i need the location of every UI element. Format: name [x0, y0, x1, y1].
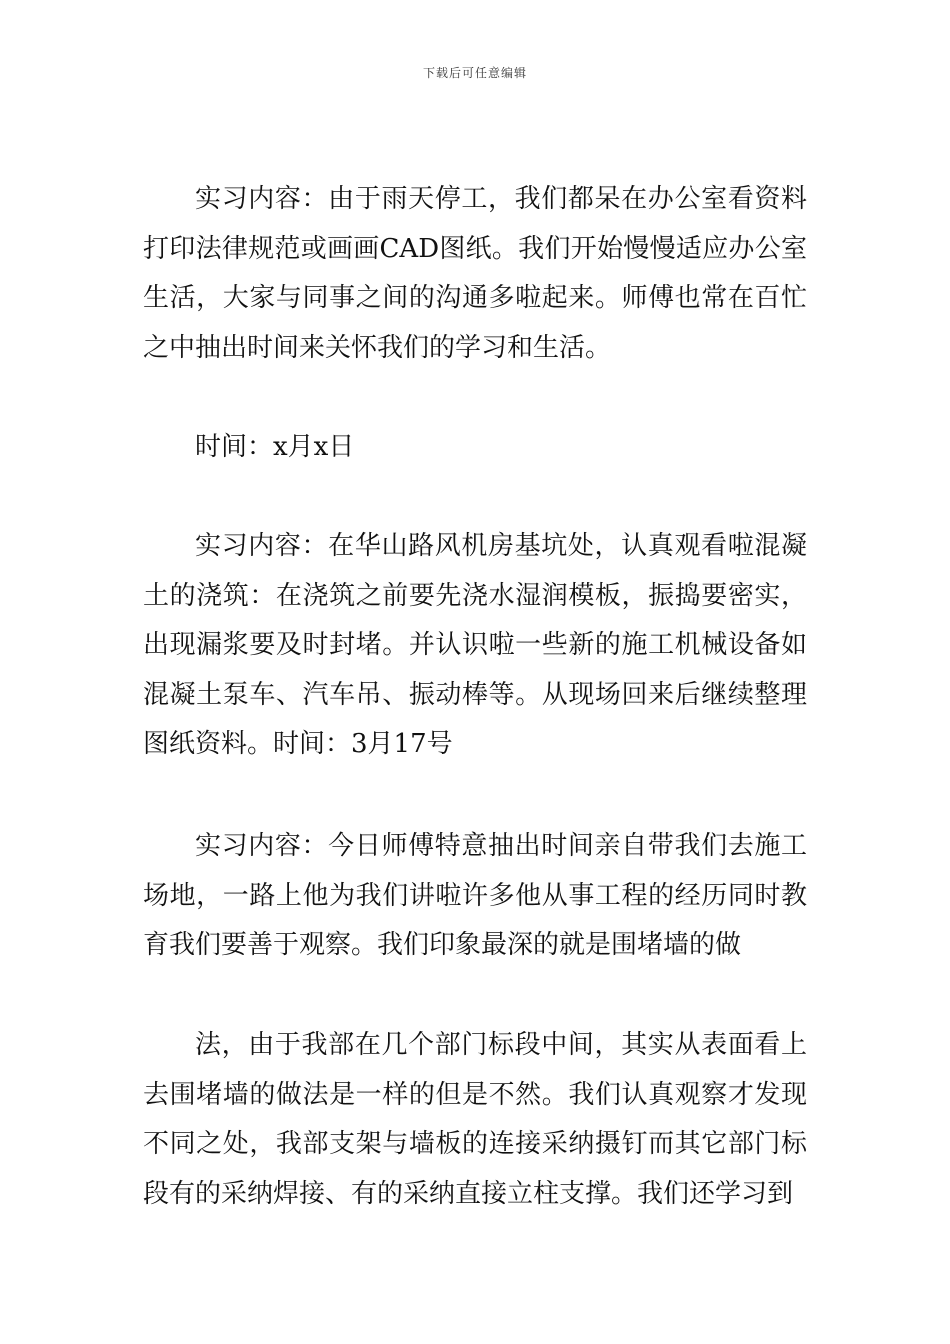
page-header-note: 下载后可任意编辑 — [422, 66, 527, 80]
paragraph-date: 时间：x月x日 — [195, 432, 355, 462]
paragraph-site-visit: 实习内容：今日师傅特意抽出时间亲自带我们去施工场地，一路上他为我们讲啦许多他从事工程的经历同时教育我们要善于观察。我们印象最深的就是围堵墙的做 — [143, 831, 807, 961]
paragraph-rain-day-office: 实习内容：由于雨天停工，我们都呆在办公室看资料打印法律规范或画画CAD图纸。我们开始慢慢适应办公室生活，大家与同事之间的沟通多啦起来。师傅也常在百忙之中抽出时间来关怀我们的学习和生活。 — [143, 184, 807, 363]
paragraph-wall-method: 法，由于我部在几个部门标段中间，其实从表面看上去围堵墙的做法是一样的但是不然。我们认真观察才发现不同之处，我部支架与墙板的连接采纳摄钉而其它部门标段有的采纳焊接、有的采纳直接立柱支撑。我们还学习到 — [143, 1030, 807, 1209]
paragraph-concrete-pouring: 实习内容：在华山路风机房基坑处，认真观看啦混凝土的浇筑：在浇筑之前要先浇水湿润模板，振捣要密实，出现漏浆要及时封堵。并认识啦一些新的施工机械设备如混凝土泵车、汽车吊、振动棒等。从现场回来后继续整理图纸资料。时间：3月17号 — [143, 531, 807, 760]
